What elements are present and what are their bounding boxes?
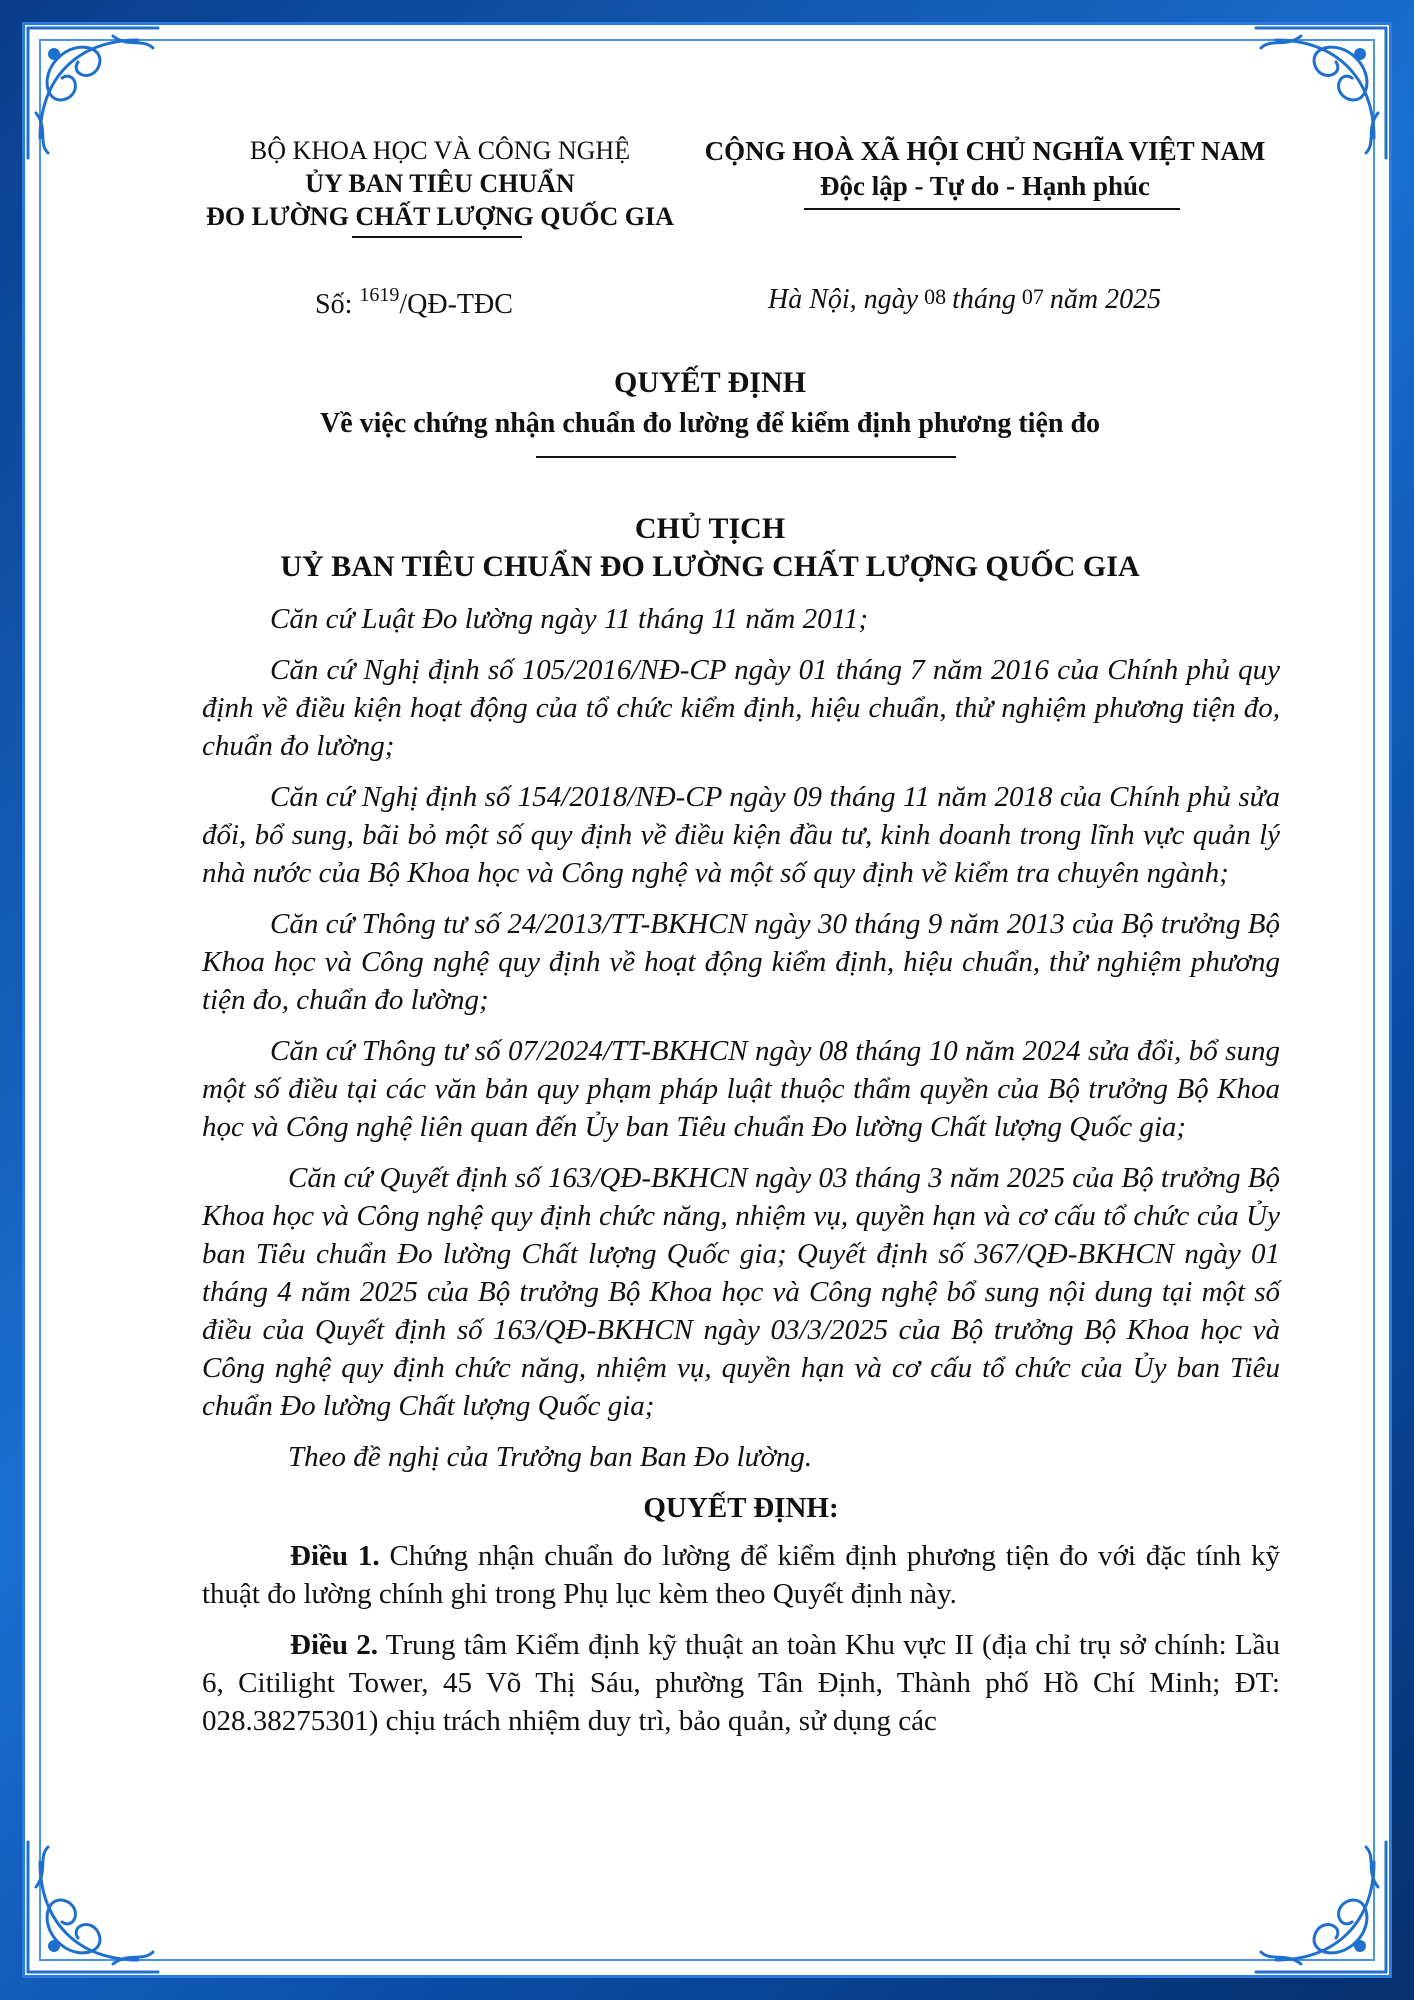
- number-label: Số:: [315, 289, 353, 320]
- committee-name-line1: ỦY BAN TIÊU CHUẨN: [305, 169, 575, 198]
- article-text: Trung tâm Kiểm định kỹ thuật an toàn Khu vực II (địa chỉ trụ sở chính: Lầu 6, Citilight Tower, 45 Võ Thị Sáu, phường Tân Định, Thành phố Hồ Chí Minh; ĐT: 028.38275301) chịu trách nhiệm duy trì, bảo quản, sử dụng các: [202, 1629, 1280, 1737]
- preamble-paragraph: Căn cứ Nghị định số 105/2016/NĐ-CP ngày 01 tháng 7 năm 2016 của Chính phủ quy định về điều kiện hoạt động của tổ chức kiểm định, hiệu chuẩn, thử nghiệm phương tiện đo, chuẩn đo lường;: [202, 654, 1280, 762]
- issuing-agency: [190, 134, 690, 233]
- preamble-paragraph: Căn cứ Thông tư số 24/2013/TT-BKHCN ngày 30 tháng 9 năm 2013 của Bộ trưởng Bộ Khoa học và Công nghệ quy định về hoạt động kiểm định, hiệu chuẩn, thử nghiệm phương tiện đo, chuẩn đo lường;: [202, 908, 1280, 1016]
- document-type: QUYẾT ĐỊNH: [614, 366, 806, 399]
- number-value: 1619: [359, 284, 400, 306]
- date-prefix: Hà Nội, ngày: [768, 284, 919, 315]
- ministry-name: BỘ KHOA HỌC VÀ CÔNG NGHỆ: [249, 136, 631, 165]
- date-month-label: tháng: [952, 284, 1016, 315]
- motto-underline: [804, 208, 1180, 210]
- document-date: [768, 284, 1161, 316]
- subject-underline: [536, 456, 956, 458]
- article-label: Điều 1.: [290, 1540, 380, 1572]
- preamble-paragraph: Căn cứ Nghị định số 154/2018/NĐ-CP ngày 09 tháng 11 năm 2018 của Chính phủ sửa đổi, bổ sung, bãi bỏ một số quy định về điều kiện đầu tư, kinh doanh trong lĩnh vực quản lý nhà nước của Bộ Khoa học và Công nghệ và một số quy định về kiểm tra chuyên ngành;: [202, 781, 1280, 889]
- article-2: [202, 1626, 1280, 1740]
- document-number: [315, 284, 513, 321]
- document-body: [202, 600, 1280, 1753]
- article-1: [202, 1537, 1280, 1613]
- number-suffix: /QĐ-TĐC: [399, 289, 513, 320]
- article-text: Chứng nhận chuẩn đo lường để kiểm định phương tiện đo với đặc tính kỹ thuật đo lường chính ghi trong Phụ lục kèm theo Quyết định này.: [202, 1540, 1280, 1610]
- decision-heading: QUYẾT ĐỊNH:: [643, 1492, 839, 1524]
- preamble-paragraph: Căn cứ Luật Đo lường ngày 11 tháng 11 năm 2011;: [270, 603, 869, 635]
- signer-title: CHỦ TỊCH: [634, 512, 786, 545]
- article-label: Điều 2.: [290, 1629, 378, 1661]
- date-year: năm 2025: [1049, 284, 1162, 315]
- national-motto: [690, 134, 1280, 204]
- preamble-paragraph: Căn cứ Thông tư số 07/2024/TT-BKHCN ngày 08 tháng 10 năm 2024 sửa đổi, bổ sung một số điều tại các văn bản quy phạm pháp luật thuộc thẩm quyền của Bộ trưởng Bộ Khoa học và Công nghệ liên quan đến Ủy ban Tiêu chuẩn Đo lường Chất lượng Quốc gia;: [202, 1035, 1280, 1143]
- document-subject: Về việc chứng nhận chuẩn đo lường để kiểm định phương tiện đo: [319, 408, 1101, 439]
- date-month: 07: [1021, 284, 1044, 309]
- agency-underline: [352, 236, 522, 238]
- preamble-paragraph: Theo đề nghị của Trưởng ban Ban Đo lường.: [288, 1441, 813, 1473]
- signer-organization: UỶ BAN TIÊU CHUẨN ĐO LƯỜNG CHẤT LƯỢNG QUỐC GIA: [280, 550, 1140, 583]
- motto-line: Độc lập - Tự do - Hạnh phúc: [819, 171, 1151, 201]
- preamble-paragraph: Căn cứ Quyết định số 163/QĐ-BKHCN ngày 03 tháng 3 năm 2025 của Bộ trưởng Bộ Khoa học và Công nghệ quy định chức năng, nhiệm vụ, quyền hạn và cơ cấu tổ chức của Ủy ban Tiêu chuẩn Đo lường Chất lượng Quốc gia; Quyết định số 367/QĐ-BKHCN ngày 01 tháng 4 năm 2025 của Bộ trưởng Bộ Khoa học và Công nghệ bổ sung nội dung tại một số điều của Quyết định số 163/QĐ-BKHCN ngày 03/3/2025 của Bộ trưởng Bộ Khoa học và Công nghệ quy định chức năng, nhiệm vụ, quyền hạn và cơ cấu tổ chức của Ủy ban Tiêu chuẩn Đo lường Chất lượng Quốc gia;: [202, 1162, 1280, 1422]
- country-name: CỘNG HOÀ XÃ HỘI CHỦ NGHĨA VIỆT NAM: [704, 136, 1266, 166]
- committee-name-line2: ĐO LƯỜNG CHẤT LƯỢNG QUỐC GIA: [206, 202, 674, 231]
- date-day: 08: [924, 284, 947, 309]
